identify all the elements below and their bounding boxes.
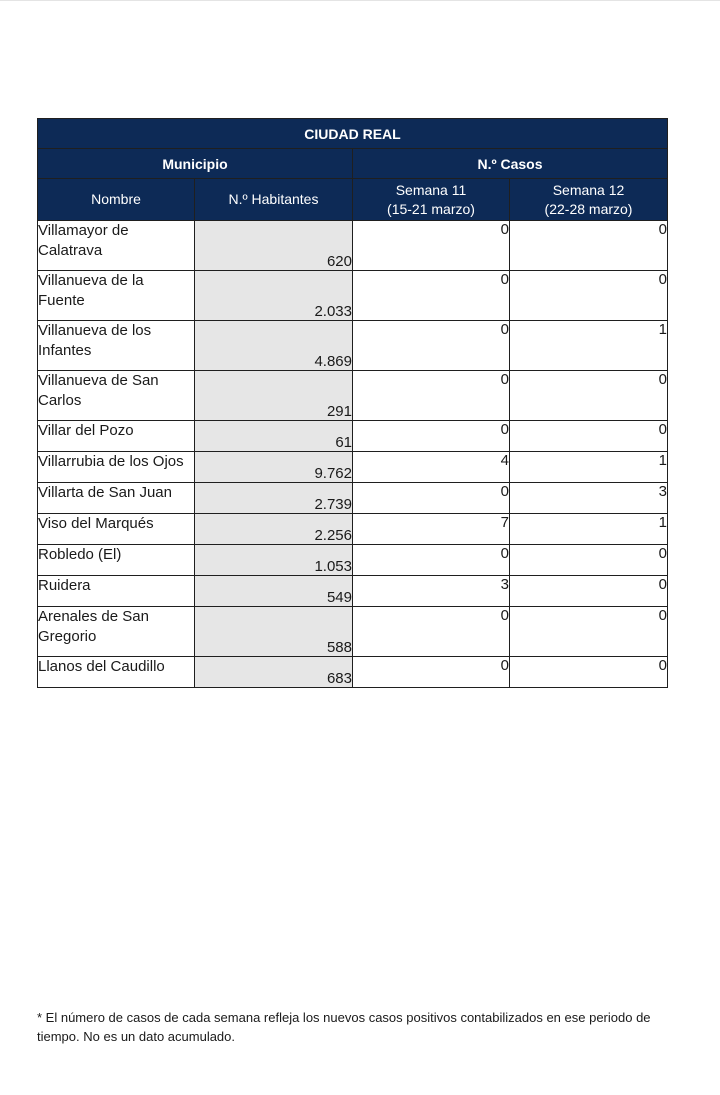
table-title: CIUDAD REAL xyxy=(38,119,668,149)
semana11-label: Semana 11 xyxy=(395,181,467,198)
table-row xyxy=(38,371,668,421)
cell-habitantes: 620 xyxy=(195,221,353,271)
semana12-dates: (22-28 marzo) xyxy=(544,200,633,217)
cell-semana12: 0 xyxy=(510,607,668,657)
table-row xyxy=(38,657,668,688)
cell-nombre: Villanueva de los Infantes xyxy=(38,321,195,371)
table-row xyxy=(38,421,668,452)
cell-habitantes: 2.256 xyxy=(195,514,353,545)
table-row xyxy=(38,607,668,657)
cell-habitantes: 9.762 xyxy=(195,452,353,483)
cell-semana12: 0 xyxy=(510,421,668,452)
table-row xyxy=(38,321,668,371)
cell-nombre: Villarta de San Juan xyxy=(38,483,195,514)
column-header-nombre: Nombre xyxy=(38,179,195,221)
cell-semana11: 7 xyxy=(353,514,510,545)
semana12-label: Semana 12 xyxy=(552,181,625,198)
column-header-habitantes: N.º Habitantes xyxy=(195,179,353,221)
column-header-semana12 xyxy=(510,179,668,221)
top-divider xyxy=(0,0,720,1)
cell-habitantes: 1.053 xyxy=(195,545,353,576)
cell-nombre: Ruidera xyxy=(38,576,195,607)
cell-semana12: 3 xyxy=(510,483,668,514)
cell-habitantes: 4.869 xyxy=(195,321,353,371)
table-row xyxy=(38,514,668,545)
cell-habitantes: 291 xyxy=(195,371,353,421)
cell-semana11: 0 xyxy=(353,371,510,421)
cell-semana11: 3 xyxy=(353,576,510,607)
cell-semana12: 0 xyxy=(510,371,668,421)
cell-semana12: 0 xyxy=(510,545,668,576)
cell-habitantes: 549 xyxy=(195,576,353,607)
cell-nombre: Villamayor de Calatrava xyxy=(38,221,195,271)
cell-semana12: 0 xyxy=(510,657,668,688)
cell-semana11: 0 xyxy=(353,545,510,576)
cell-semana11: 0 xyxy=(353,271,510,321)
table-row xyxy=(38,483,668,514)
cell-habitantes: 683 xyxy=(195,657,353,688)
cell-semana12: 1 xyxy=(510,514,668,545)
cell-nombre: Viso del Marqués xyxy=(38,514,195,545)
group-header-municipio: Municipio xyxy=(38,149,353,179)
cell-semana11: 0 xyxy=(353,657,510,688)
cell-habitantes: 2.033 xyxy=(195,271,353,321)
cell-semana11: 0 xyxy=(353,321,510,371)
cell-nombre: Villanueva de San Carlos xyxy=(38,371,195,421)
cell-semana12: 1 xyxy=(510,452,668,483)
cell-semana12: 0 xyxy=(510,271,668,321)
column-header-semana11 xyxy=(353,179,510,221)
cell-nombre: Llanos del Caudillo xyxy=(38,657,195,688)
cell-nombre: Villarrubia de los Ojos xyxy=(38,452,195,483)
cell-nombre: Robledo (El) xyxy=(38,545,195,576)
cell-semana11: 0 xyxy=(353,221,510,271)
cell-habitantes: 588 xyxy=(195,607,353,657)
table-row xyxy=(38,221,668,271)
cell-nombre: Arenales de San Gregorio xyxy=(38,607,195,657)
table-row xyxy=(38,271,668,321)
cell-semana12: 1 xyxy=(510,321,668,371)
cell-semana12: 0 xyxy=(510,576,668,607)
cell-habitantes: 2.739 xyxy=(195,483,353,514)
cell-semana11: 4 xyxy=(353,452,510,483)
cell-nombre: Villar del Pozo xyxy=(38,421,195,452)
cell-semana12: 0 xyxy=(510,221,668,271)
table-row xyxy=(38,545,668,576)
group-header-casos: N.º Casos xyxy=(353,149,668,179)
cell-nombre: Villanueva de la Fuente xyxy=(38,271,195,321)
semana11-dates: (15-21 marzo) xyxy=(387,200,475,217)
footnote: * El número de casos de cada semana refleja los nuevos casos positivos contabilizados en ese periodo de tiempo. No es un dato acumulado. xyxy=(37,1010,651,1044)
cell-semana11: 0 xyxy=(353,607,510,657)
cell-semana11: 0 xyxy=(353,483,510,514)
table-row xyxy=(38,452,668,483)
table-row xyxy=(38,576,668,607)
cell-semana11: 0 xyxy=(353,421,510,452)
cases-table xyxy=(37,118,668,688)
cell-habitantes: 61 xyxy=(195,421,353,452)
